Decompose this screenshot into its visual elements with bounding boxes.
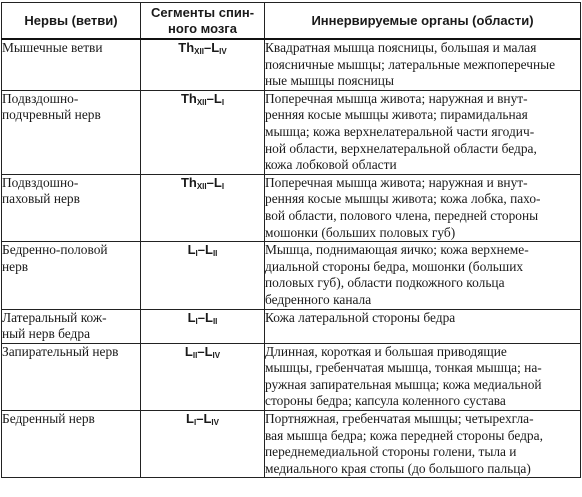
- segment-cell: [141, 39, 265, 90]
- organs-text-line: переднемедиальной стороны голени, тыла и: [265, 444, 517, 460]
- segment-start-letter: Th: [180, 174, 197, 190]
- header-segments-line2: ного мозга: [168, 20, 237, 36]
- organs-text-line: Поперечная мышца живота; наружная и внут-: [265, 174, 528, 190]
- organs-text-line: ной области, верхнелатеральной области бедра,: [265, 140, 537, 156]
- header-segments: [141, 3, 265, 40]
- organs-text-line: медиального края стопы (до большого пальца): [265, 460, 531, 476]
- organs-text-line: бедренного канала: [265, 291, 372, 307]
- nerve-cell: [2, 174, 141, 241]
- organs-text-line: вая мышца бедра; кожа передней стороны бедра,: [265, 427, 543, 443]
- nerve-cell: [2, 309, 141, 343]
- segment-end-index: II: [212, 249, 218, 259]
- organs-text-line: поясничные мышцы; латеральные межпоперечные: [265, 56, 556, 72]
- segment-start-index: II: [192, 350, 198, 360]
- organs-cell: [265, 174, 581, 241]
- nerve-name-line: Латеральный кож-: [2, 309, 107, 325]
- segment-end-letter: L: [213, 174, 222, 190]
- segment-range-dash: –: [206, 174, 214, 190]
- organs-text-line: Мышца, поднимающая яичко; кожа верхнеме-: [265, 242, 529, 258]
- organs-cell: [265, 242, 581, 309]
- table-row: [2, 39, 581, 90]
- nerve-name-line: Мышечные ветви: [2, 40, 103, 55]
- segment-end-index: I: [221, 181, 225, 191]
- segment-cell: [141, 343, 265, 410]
- organs-cell: [265, 90, 581, 174]
- organs-text-line: Кожа латеральной стороны бедра: [265, 309, 456, 325]
- segment-range-dash: –: [197, 343, 205, 359]
- nerve-cell: [2, 39, 141, 90]
- segment-end-index: IV: [212, 350, 221, 360]
- segment-start-letter: L: [187, 242, 196, 258]
- segment-range-dash: –: [206, 90, 214, 106]
- table-row: [2, 174, 581, 241]
- segment-end-letter: L: [213, 90, 222, 106]
- organs-text-line: половых губ), области подкожного кольца: [265, 275, 505, 291]
- nerve-name-line: подчревный нерв: [2, 107, 101, 123]
- table-row: [2, 90, 581, 174]
- table-row: [2, 242, 581, 309]
- table-row: [2, 411, 581, 478]
- nerve-cell: [2, 411, 141, 478]
- organs-text-line: ружная запирательная мышца; кожа медиальной: [265, 376, 542, 392]
- segment-cell: [141, 90, 265, 174]
- segment-end-letter: L: [205, 242, 213, 258]
- segment-end-index: IV: [211, 418, 219, 428]
- organs-text-line: вой области, полового члена, передней стороны: [265, 207, 539, 223]
- nerve-cell: [2, 90, 141, 174]
- organs-text-line: кожа лобковой области: [265, 157, 397, 173]
- segment-cell: [141, 309, 265, 343]
- organs-text-line: ные мышцы поясницы: [265, 73, 394, 89]
- segment-start-letter: L: [187, 309, 196, 325]
- nerve-name-line: ный нерв бедра: [2, 326, 91, 342]
- organs-cell: [265, 39, 581, 90]
- nerve-name-line: Бедренно-половой: [2, 242, 108, 258]
- table-row: [2, 343, 581, 410]
- segment-start-letter: L: [184, 343, 193, 359]
- segment-end-letter: L: [205, 309, 213, 325]
- nerve-name-line: Запирательный нерв: [2, 343, 119, 359]
- header-organs: Иннервируемые органы (области): [265, 3, 581, 40]
- organs-cell: [265, 411, 581, 478]
- nerve-name-line: паховый нерв: [2, 191, 80, 207]
- organs-text-line: Поперечная мышца живота; наружная и внут-: [265, 90, 528, 106]
- organs-text-line: ренняя косые мышцы живота; пирамидальная: [265, 107, 528, 123]
- organs-text-line: мошонки (больших половых губ): [265, 224, 456, 240]
- header-segments-line1: Сегменты спин-: [150, 4, 255, 20]
- segment-end-letter: L: [204, 343, 213, 359]
- organs-text-line: мышцы, гребенчатая мышца, тонкая мышца; на-: [265, 360, 542, 376]
- segment-end-index: IV: [219, 47, 227, 56]
- segment-start-index: XII: [196, 181, 207, 191]
- table-row: [2, 309, 581, 343]
- organs-cell: [265, 309, 581, 343]
- nerve-cell: [2, 242, 141, 309]
- segment-start-index: I: [195, 249, 198, 259]
- segment-range-dash: –: [196, 411, 204, 427]
- nerve-cell: [2, 343, 141, 410]
- segment-cell: [141, 242, 265, 309]
- nerve-name-line: Подвздошно-: [2, 90, 79, 106]
- segment-cell: [141, 411, 265, 478]
- segment-start-index: XII: [194, 47, 204, 56]
- segment-start-letter: Th: [178, 40, 195, 55]
- organs-text-line: стороны бедра; капсула коленного сустава: [265, 393, 506, 409]
- segment-end-letter: L: [211, 40, 220, 55]
- segment-start-index: I: [193, 418, 197, 428]
- organs-text-line: Портняжная, гребенчатая мышцы; четырехгла-: [265, 411, 534, 427]
- organs-text-line: диальной стороны бедра, мошонки (больших: [265, 258, 524, 274]
- table-header-row: [2, 3, 581, 40]
- nerve-name-line: Подвздошно-: [2, 174, 79, 190]
- nerve-name-line: нерв: [2, 258, 29, 274]
- segment-range-dash: –: [197, 242, 205, 258]
- nerve-name-line: Бедренный нерв: [2, 411, 95, 427]
- segment-cell: [141, 174, 265, 241]
- segment-range-dash: –: [197, 309, 205, 325]
- segment-start-letter: Th: [180, 90, 197, 106]
- header-nerves: Нервы (ветви): [2, 3, 141, 40]
- table-body: [2, 39, 581, 478]
- segment-range-dash: –: [203, 40, 212, 55]
- segment-end-letter: L: [203, 411, 212, 427]
- segment-start-letter: L: [186, 411, 194, 427]
- nerves-table: [1, 2, 581, 478]
- segment-start-index: XII: [196, 97, 207, 107]
- organs-text-line: Длинная, короткая и большая приводящие: [265, 343, 507, 359]
- segment-end-index: I: [221, 97, 225, 107]
- segment-end-index: II: [212, 316, 218, 326]
- organs-cell: [265, 343, 581, 410]
- segment-start-index: I: [195, 316, 198, 326]
- organs-text-line: Квадратная мышца поясницы, большая и малая: [265, 40, 537, 55]
- organs-text-line: мышца; кожа верхнелатеральной части ягодич-: [265, 123, 535, 139]
- organs-text-line: ренняя косые мышцы живота; кожа лобка, пахо-: [265, 191, 541, 207]
